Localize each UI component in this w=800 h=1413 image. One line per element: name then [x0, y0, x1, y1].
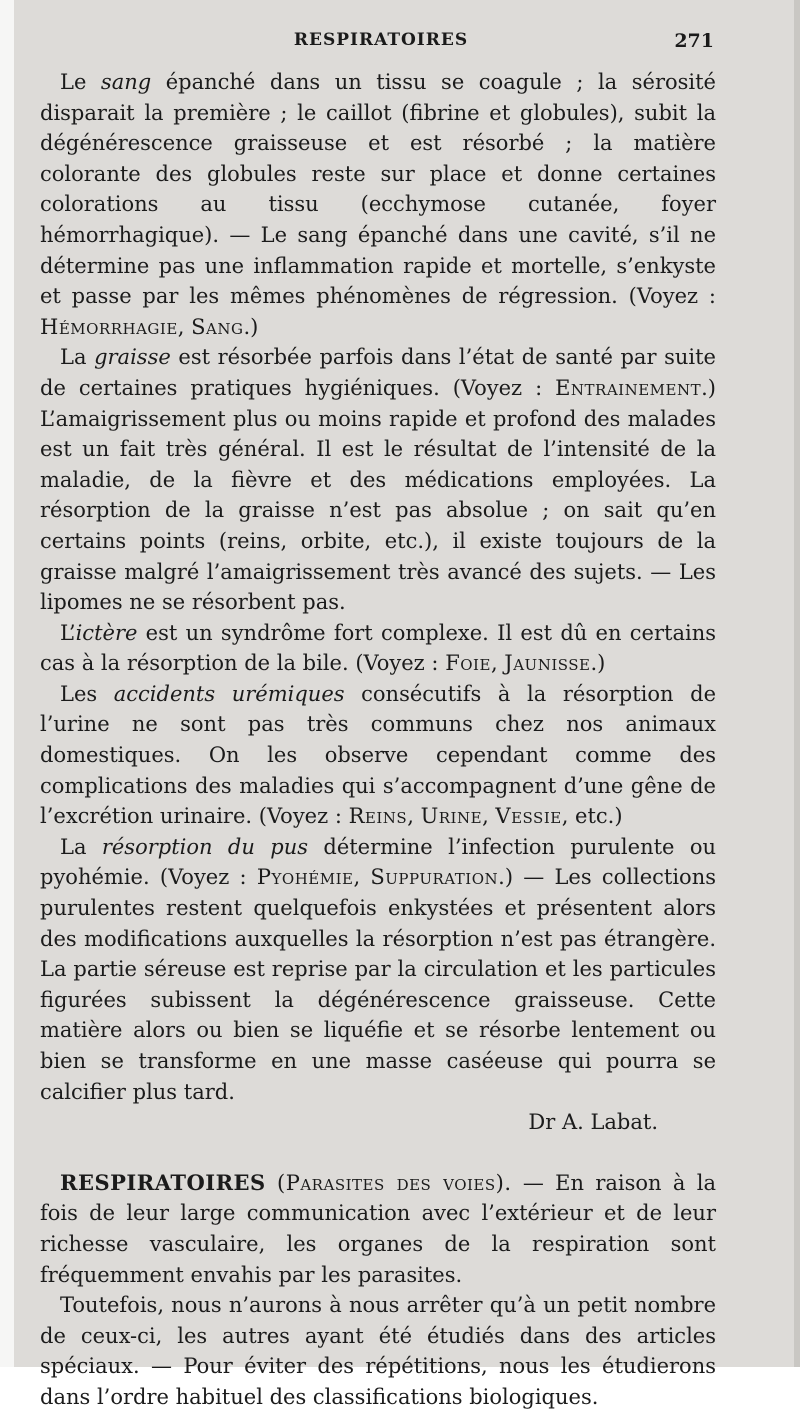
- page-right-edge: [794, 0, 800, 1367]
- cross-reference: Reins: [348, 804, 408, 829]
- paragraph-text: consécutifs à la résorption de l’urine ne sont pas très communs chez nos animaux domestiques. On les observe cependant comme des complications des maladies qui s’accompagnent d’une gêne de l’excrétion urinaire. (Voyez :: [40, 681, 717, 829]
- paragraph-graisse: [40, 342, 716, 617]
- paragraph-text: détermine l’infection purulente ou pyohémie. (Voyez :: [40, 834, 716, 890]
- paragraph-text: .): [243, 314, 259, 339]
- paragraph-text: , etc.): [561, 804, 623, 829]
- cross-reference: Suppuration: [370, 865, 499, 890]
- paragraph-text: ,: [482, 804, 496, 829]
- running-head: RESPIRATOIRES: [293, 30, 469, 50]
- paragraph-text: La: [60, 834, 102, 859]
- italic-term: sang: [100, 70, 152, 94]
- paragraph-resorption-pus: [40, 832, 716, 1107]
- cross-reference: Pyohémie: [256, 865, 354, 890]
- cross-reference: Hémorrhagie: [40, 314, 178, 339]
- paragraph-sang: [40, 67, 716, 342]
- paragraph-ictere: [40, 618, 716, 679]
- cross-reference: Foie: [445, 651, 491, 676]
- paragraph-text: .) L’amaigrissement plus ou moins rapide et profond des malades est un fait très général. Il est le résultat de l’intensité de la maladie, de la fièvre et des médications employées. La résorption de la graisse n’est pas absolue ; on sait qu’en certains points (reins, orbite, etc.), il existe toujours de la graisse malgré l’amaigrissement très avancé des sujets. — Les lipomes ne se résorbent pas.: [40, 375, 716, 615]
- article-respiratoires: [40, 1168, 716, 1290]
- cross-reference: Jaunisse: [504, 651, 591, 676]
- paragraph-text: .): [590, 651, 606, 676]
- article-heading-sub: (Parasites des voies).: [277, 1170, 512, 1195]
- italic-term: graisse: [94, 345, 171, 370]
- paragraph-text: ,: [177, 314, 192, 339]
- cross-reference: Sang: [191, 314, 244, 339]
- paragraph-text: est résorbée parfois dans l’état de santé par suite de certaines pratiques hygiéniques. (Voyez :: [40, 345, 716, 400]
- paragraph-text: Les: [60, 681, 114, 706]
- paragraph-text: L’: [60, 620, 76, 645]
- author-signature: Dr A. Labat.: [528, 1110, 658, 1135]
- page-number: 271: [674, 30, 714, 52]
- italic-term: résorption du pus: [101, 834, 308, 859]
- italic-term: accidents urémiques: [113, 681, 345, 706]
- article-heading: RESPIRATOIRES: [60, 1169, 266, 1195]
- paragraph-accidents-uremiques: [40, 679, 716, 832]
- paragraph-text: .) — Les collections purulentes restent quelquefois enkystées et présentent alors des modifications auxquelles la résorption n’est pas étrangère. La partie séreuse est reprise par la circulation et les particules figurées subissent la dégénérescence graisseuse. Cette matière alors ou bien se liquéfie et se résorbe lentement ou bien se transforme en une masse caséeuse qui pourra se calcifier plus tard.: [40, 865, 716, 1104]
- section-gap: [40, 1138, 716, 1168]
- paragraph-text: ,: [490, 651, 505, 676]
- article-paragraph-2: Toutefois, nous n’aurons à nous arrêter qu’à un petit nombre de ceux-ci, les autres ayant été étudiés dans des articles spéciaux. — Pour éviter des répétitions, nous les étudierons dans l’ordre habituel des classifications biologiques.: [40, 1293, 716, 1409]
- article-intro: — En raison à la fois de leur large communication avec l’extérieur et de leur richesse vasculaire, les organes de la respiration sont fréquemment envahis par les parasites.: [40, 1170, 716, 1287]
- italic-term: ictère: [75, 620, 138, 645]
- paragraph-text: épanché dans un tissu se coagule ; la sérosité disparait la première ; le caillot (fibrine et globules), subit la dégénérescence graisseuse et est résorbé ; la matière colorante des globules reste sur place et donne certaines colorations au tissu (ecchymose cutanée, foyer hémorrhagique). — Le sang épanché dans une cavité, s’il ne détermine pas une inflammation rapide et mortelle, s’enkyste et passe par les mêmes phénomènes de régression. (Voyez :: [40, 70, 716, 309]
- paragraph-text: ,: [353, 865, 371, 890]
- paragraph-text: La: [60, 345, 95, 370]
- page-header: [48, 30, 714, 60]
- paragraph-text: est un syndrôme fort complexe. Il est dû en certains cas à la résorption de la bile. (Voyez :: [40, 620, 716, 676]
- paragraph-text: Le: [60, 70, 101, 94]
- page-body: [40, 67, 716, 1413]
- paragraph-text: ,: [407, 804, 421, 829]
- page-left-margin: [0, 0, 14, 1367]
- cross-reference: Vessie: [495, 804, 562, 829]
- cross-reference: Entrainement: [555, 375, 702, 400]
- cross-reference: Urine: [420, 804, 483, 829]
